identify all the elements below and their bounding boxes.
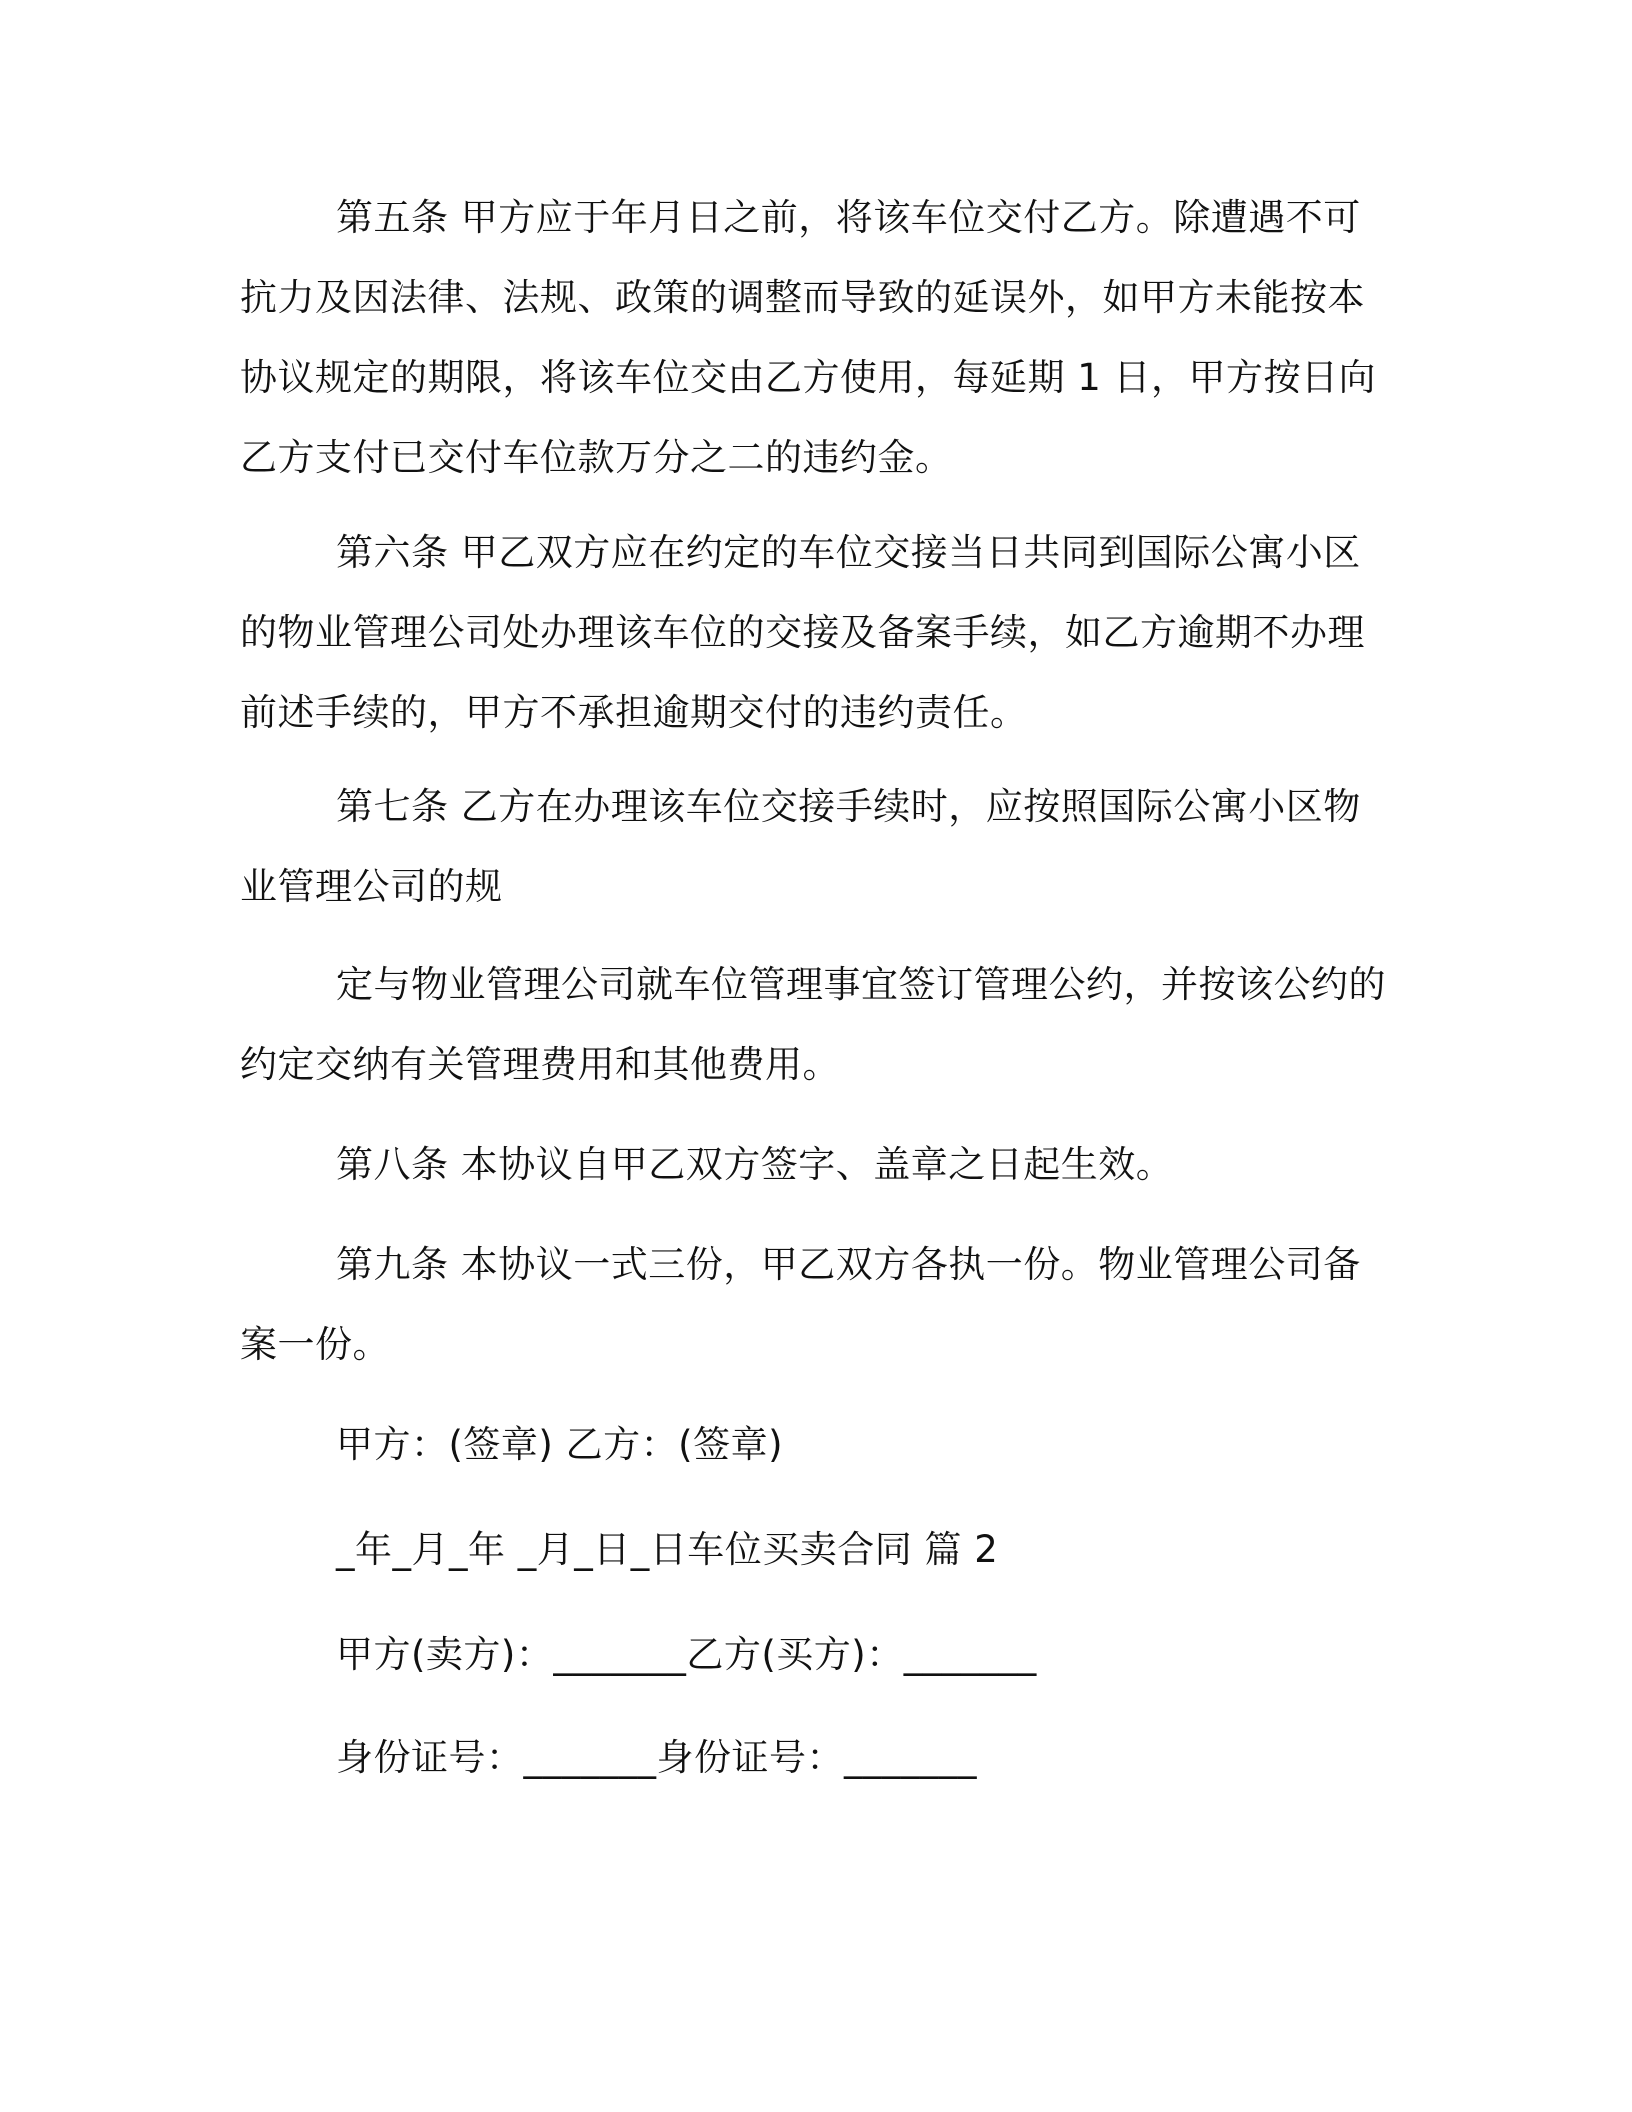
article-9-paragraph: 第九条 本协议一式三份，甲乙双方各执一份。物业管理公司备案一份。 bbox=[240, 1243, 1361, 1366]
parties-line: 甲方(卖方)：_______乙方(买方)：_______ bbox=[336, 1633, 1037, 1676]
article-6-paragraph: 第六条 甲乙双方应在约定的车位交接当日共同到国际公寓小区的物业管理公司处办理该车位的交接及备案手续，如乙方逾期不办理前述手续的，甲方不承担逾期交付的违约责任。 bbox=[240, 531, 1365, 734]
article-8-paragraph: 第八条 本协议自甲乙双方签字、盖章之日起生效。 bbox=[336, 1143, 1174, 1186]
article-7-paragraph-part1: 第七条 乙方在办理该车位交接手续时，应按照国际公寓小区物业管理公司的规 bbox=[240, 785, 1361, 908]
contract-title-line: _年_月_年 _月_日_日车位买卖合同 篇 2 bbox=[336, 1528, 999, 1571]
signature-line: 甲方：(签章) 乙方：(签章) bbox=[336, 1423, 784, 1466]
article-7-paragraph-part2: 定与物业管理公司就车位管理事宜签订管理公约，并按该公约的约定交纳有关管理费用和其他费用。 bbox=[240, 963, 1386, 1086]
article-5-paragraph: 第五条 甲方应于年月日之前，将该车位交付乙方。除遭遇不可抗力及因法律、法规、政策的调整而导致的延误外，如甲方未能按本协议规定的期限，将该车位交由乙方使用，每延期 1 日，甲方按日向乙方支付已交付车位款万分之二的违约金。 bbox=[240, 196, 1377, 479]
id-number-line: 身份证号：_______身份证号：_______ bbox=[336, 1736, 977, 1779]
